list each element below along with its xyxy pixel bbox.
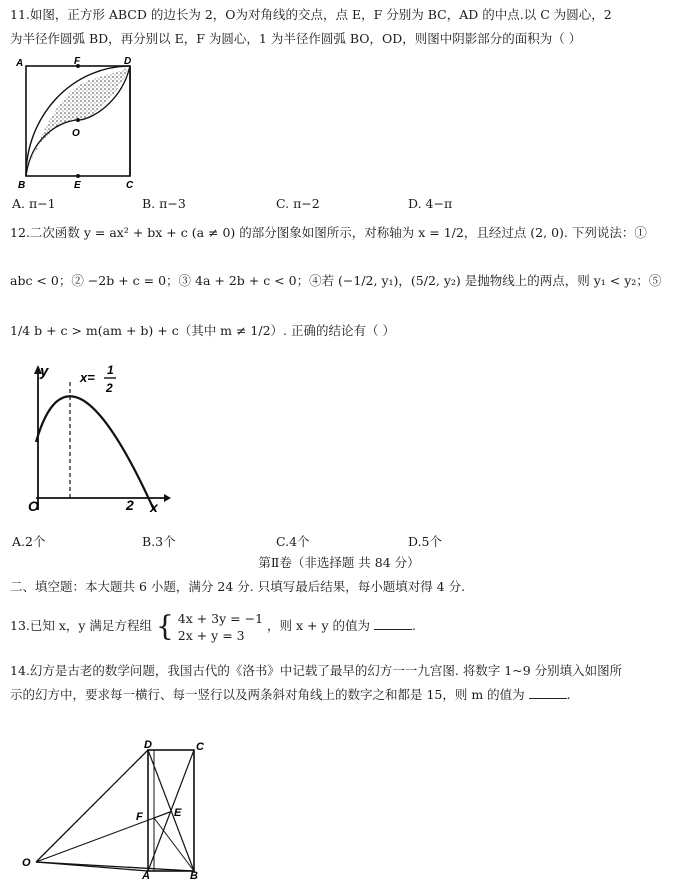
label-f: F [136, 811, 143, 823]
label-e: E [174, 807, 182, 819]
q11-option-d: D. 4−π [408, 196, 453, 211]
q11-option-a: A. π−1 [12, 196, 56, 211]
q13-prefix: 13.已知 x，y 满足方程组 [10, 618, 152, 633]
label-o: O [72, 128, 80, 139]
label-x: x [150, 499, 158, 515]
q11-figure [12, 56, 142, 191]
label-y: y [40, 363, 49, 380]
label-half-num: 1 [107, 363, 114, 377]
q14-line2: 示的幻方中，要求每一横行、每一竖行以及两条斜对角线上的数字之和都是 15，则 m 的值为 . [10, 687, 571, 702]
label-a: A [142, 870, 150, 881]
q12-line1: 12.二次函数 y = ax² + bx + c (a ≠ 0) 的部分图象如图所示，对称轴为 x = 1/2，且经过点 (2, 0). 下列说法：① [10, 225, 647, 240]
q13-answer-blank[interactable] [374, 617, 412, 630]
q14-answer-blank[interactable] [529, 686, 567, 699]
label-o: O [22, 857, 31, 869]
label-d: D [144, 739, 152, 751]
q11-option-c: C. π−2 [276, 196, 320, 211]
q13-eq2: 2x + y = 3 [177, 627, 245, 643]
section-instruction: 二、填空题：本大题共 6 小题，满分 24 分. 只填写最后结果，每小题填对得 4 分. [10, 579, 466, 594]
q12-line3: 1/4 b + c > m(am + b) + c（其中 m ≠ 1/2）. 正确的结论有（ ） [10, 323, 395, 338]
q13: 13.已知 x，y 满足方程组 { 4x + 3y = −1 2x + y = 3 ，则 x + y 的值为 . [10, 609, 416, 643]
q15-figure [18, 738, 218, 881]
label-b: B [18, 180, 26, 191]
label-c: C [196, 741, 204, 753]
q12-figure [14, 360, 174, 520]
equation-system [178, 610, 263, 644]
q11-line1: 11.如图，正方形 ABCD 的边长为 2，O为对角线的交点，点 E，F 分别为 BC，AD 的中点.以 C 为圆心，2 [10, 7, 612, 22]
label-a: A [16, 58, 24, 69]
q12-option-a: A.2个 [12, 534, 46, 549]
q11-line2: 为半径作圆弧 BD，再分别以 E，F 为圆心，1 为半径作圆弧 BO，OD，则图中阴影部分的面积为（ ） [10, 31, 582, 46]
q11-option-b: B. π−3 [142, 196, 186, 211]
label-two: 2 [126, 497, 134, 513]
q12-option-b: B.3个 [142, 534, 176, 549]
q12-option-d: D.5个 [408, 534, 443, 549]
label-origin: O [28, 498, 39, 514]
label-f: F [74, 56, 81, 67]
q13-suffix: ，则 x + y 的值为 [267, 618, 371, 633]
label-d: D [124, 56, 132, 67]
section-title: 第Ⅱ卷（非选择题 共 84 分） [258, 555, 420, 570]
q13-eq1: 4x + 3y = −1 [177, 610, 264, 626]
q14-line1: 14.幻方是古老的数学问题，我国古代的《洛书》中记载了最早的幻方一一九宫图. 将数字 1~9 分别填入如图所 [10, 663, 623, 678]
label-b: B [190, 870, 198, 881]
brace: { [155, 609, 174, 643]
label-c: C [126, 180, 134, 191]
q12-line2: abc < 0；② −2b + c = 0；③ 4a + 2b + c < 0；④若 (−1/2, y₁)，(5/2, y₂) 是抛物线上的两点，则 y₁ < y₂；⑤ [10, 273, 662, 288]
label-e: E [74, 180, 81, 191]
parabola [36, 396, 154, 510]
q12-option-c: C.4个 [276, 534, 310, 549]
label-axis-eq: x= [80, 370, 95, 385]
label-half-den: 2 [106, 381, 113, 395]
